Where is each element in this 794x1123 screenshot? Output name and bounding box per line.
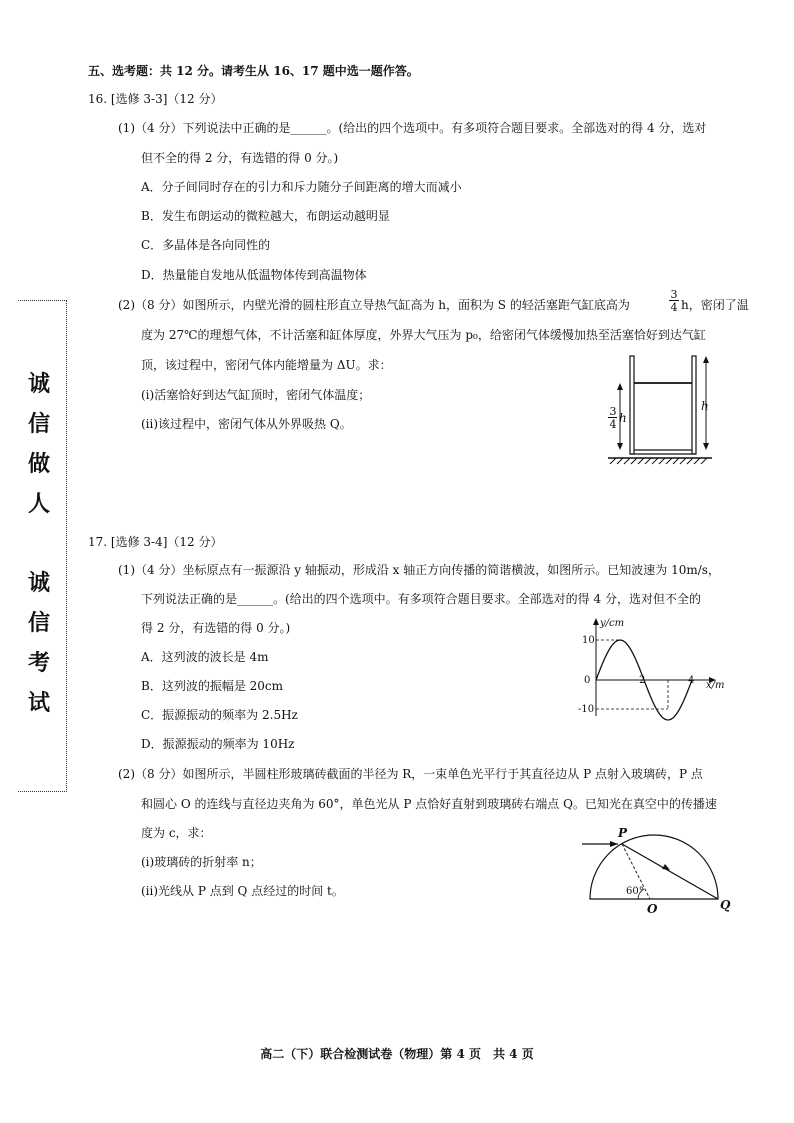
q17-part1-line2: 下列说法正确的是______。(给出的四个选项中。有多项符合题目要求。全部选对的得 4 分，选对但不全的 — [141, 592, 701, 606]
wave-tick-neg10: -10 — [578, 704, 595, 715]
q17-part2-line1: (2)（8 分）如图所示，半圆柱形玻璃砖截面的半径为 R，一束单色光平行于其直径边从 P 点射入玻璃砖，P 点 — [118, 767, 703, 781]
q17-part1-line3: 得 2 分，有选错的得 0 分。) — [141, 621, 291, 635]
label-q: Q — [720, 898, 731, 912]
q17-option-b: B．这列波的振幅是 20cm — [141, 679, 284, 693]
q17-sub1: (ⅰ)玻璃砖的折射率 n； — [141, 855, 262, 869]
sidebar-char-2: 信 — [28, 411, 51, 437]
q16-part2-line2: 度为 27℃的理想气体，不计活塞和缸体厚度，外界大气压为 p₀，给密闭气体缓慢加热至活塞恰好到达气缸 — [141, 328, 706, 342]
q17-option-c: C．振源振动的频率为 2.5Hz — [141, 708, 298, 722]
q16-part2-line1: (2)（8 分）如图所示，内壁光滑的圆柱形直立导热气缸高为 h，面积为 S 的轻活塞距气缸底高为 — [118, 298, 630, 312]
wave-tick-2: 2 — [639, 675, 646, 686]
cylinder-frac-den: 4 — [609, 418, 617, 431]
ground-hatch — [610, 458, 707, 464]
q16-part2-line3: 顶，该过程中，密闭气体内能增量为 ΔU。求： — [141, 358, 392, 372]
q16-sub1: (ⅰ)活塞恰好到达气缸顶时，密闭气体温度； — [141, 388, 371, 402]
cylinder-right-wall — [692, 356, 696, 454]
cylinder-left-wall — [630, 356, 634, 454]
section-title: 五、选考题：共 12 分。请考生从 16、17 题中选一题作答。 — [88, 64, 419, 78]
q17-part1-line1: (1)（4 分）坐标原点有一振源沿 y 轴振动，形成沿 x 轴正方向传播的简谐横波，如图所示。已知波速为 10m/s， — [118, 563, 720, 577]
sidebar-char-4: 人 — [28, 491, 51, 517]
q16-sub2: (ⅱ)该过程中，密闭气体从外界吸热 Q。 — [141, 417, 352, 431]
sidebar-char-6: 信 — [28, 610, 51, 636]
page-footer: 高二（下）联合检测试卷（物理）第 4 页 共 4 页 — [260, 1047, 534, 1061]
cylinder-frac-num: 3 — [609, 405, 617, 418]
q16-header: 16. [选修 3-3]（12 分） — [88, 92, 223, 106]
cylinder-frac-h: h — [619, 411, 627, 425]
label-p: P — [618, 826, 628, 840]
q16-option-c: C．多晶体是各向同性的 — [141, 238, 271, 252]
q16-fraction-numerator: 3 — [670, 288, 678, 301]
label-o: O — [647, 902, 658, 916]
q16-option-b: B．发生布朗运动的微粒越大，布朗运动越明显 — [141, 209, 390, 223]
q16-option-d: D．热量能自发地从低温物体传到高温物体 — [141, 268, 367, 282]
q17-option-d: D．振源振动的频率为 10Hz — [141, 737, 295, 751]
q16-part1-line1: (1)（4 分）下列说法中正确的是______。(给出的四个选项中。有多项符合题目要求。全部选对的得 4 分，选对 — [118, 121, 707, 135]
q16-part2-line1-tail: h，密闭了温 — [681, 298, 749, 312]
q17-header: 17. [选修 3-4]（12 分） — [88, 535, 223, 549]
wave-x-label: x/m — [706, 680, 725, 691]
q16-option-a: A．分子间同时存在的引力和斥力随分子间距离的增大而减小 — [141, 180, 462, 194]
q17-part2-line2: 和圆心 O 的连线与直径边夹角为 60°，单色光从 P 点恰好直射到玻璃砖右端点 Q。已知光在真空中的传播速 — [141, 797, 717, 811]
sidebar-char-5: 诚 — [28, 570, 51, 596]
cylinder-label-h: h — [701, 399, 709, 413]
wave-tick-0: 0 — [584, 675, 591, 686]
sidebar-char-8: 试 — [28, 690, 51, 716]
sidebar-char-7: 考 — [28, 650, 51, 676]
sidebar-char-1: 诚 — [28, 371, 51, 397]
q16-part1-line2: 但不全的得 2 分，有选错的得 0 分。) — [141, 151, 339, 165]
q17-part2-line3: 度为 c，求： — [141, 826, 212, 840]
sidebar-char-3: 做 — [28, 451, 51, 477]
wave-tick-4: 4 — [688, 675, 695, 686]
wave-y-label: y/cm — [600, 618, 625, 629]
label-angle: 60° — [626, 886, 644, 897]
wave-tick-10: 10 — [582, 635, 595, 646]
wave-figure — [572, 612, 732, 722]
q17-sub2: (ⅱ)光线从 P 点到 Q 点经过的时间 t。 — [141, 884, 344, 898]
q16-fraction-denominator: 4 — [670, 301, 678, 314]
q17-option-a: A．这列波的波长是 4m — [141, 650, 269, 664]
